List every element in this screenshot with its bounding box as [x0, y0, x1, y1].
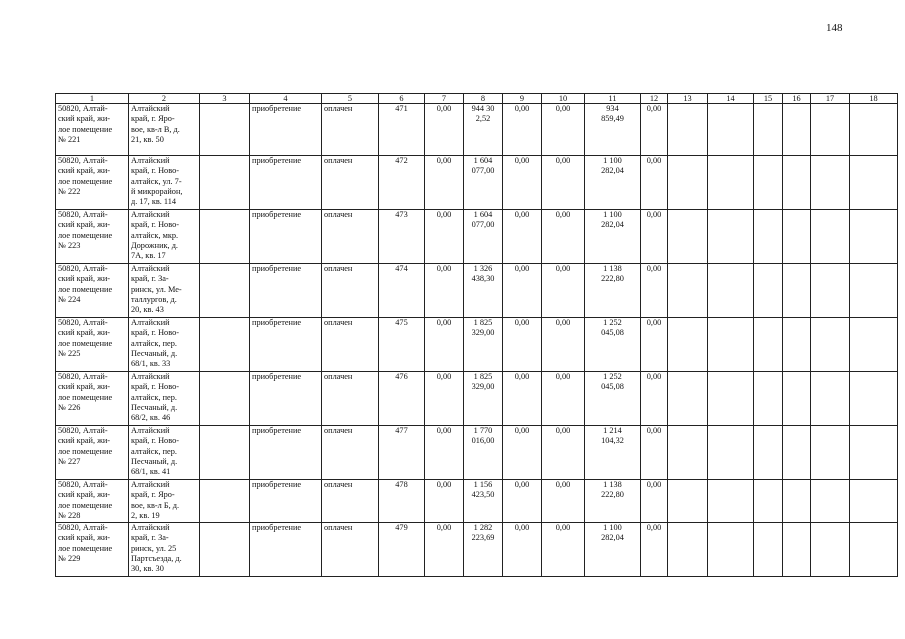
- table-cell-col-12: 0,00: [641, 318, 668, 372]
- table-cell-col-6: 472: [379, 156, 425, 210]
- table-cell-col-9: 0,00: [503, 264, 542, 318]
- table-cell-col-6: 479: [379, 523, 425, 577]
- table-cell-col-7: 0,00: [425, 480, 464, 523]
- column-number-1: 1: [56, 94, 129, 104]
- table-cell-col-4: приобретение: [250, 372, 322, 426]
- table-cell-col-17: [811, 426, 850, 480]
- table-cell-col-14: [708, 104, 754, 156]
- table-cell-col-16: [783, 156, 811, 210]
- table-cell-col-9: 0,00: [503, 318, 542, 372]
- table-cell-col-4: приобретение: [250, 480, 322, 523]
- table-row: [56, 210, 898, 264]
- table-cell-col-15: [754, 318, 783, 372]
- table-cell-col-12: 0,00: [641, 523, 668, 577]
- column-number-17: 17: [811, 94, 850, 104]
- table-cell-col-9: 0,00: [503, 156, 542, 210]
- column-number-16: 16: [783, 94, 811, 104]
- table-cell-col-15: [754, 210, 783, 264]
- table-cell-col-10: 0,00: [542, 210, 585, 264]
- column-number-6: 6: [379, 94, 425, 104]
- table-cell-col-13: [668, 156, 708, 210]
- table-cell-col-11: 1 138 222,80: [585, 480, 641, 523]
- table-cell-col-15: [754, 523, 783, 577]
- table-cell-col-18: [850, 372, 898, 426]
- table-cell-col-7: 0,00: [425, 372, 464, 426]
- table-cell-col-2: Алтайский край, г. За- ринск, ул. 25 Партсъезда, д. 30, кв. 30: [129, 523, 200, 577]
- table-cell-col-2: Алтайский край, г. За- ринск, ул. Ме- таллургов, д. 20, кв. 43: [129, 264, 200, 318]
- table-cell-col-4: приобретение: [250, 210, 322, 264]
- table-cell-col-3: [200, 480, 250, 523]
- table-cell-col-5: оплачен: [322, 156, 379, 210]
- table-cell-col-6: 473: [379, 210, 425, 264]
- table-cell-col-8: 1 770 016,00: [464, 426, 503, 480]
- table-cell-col-2: Алтайский край, г. Ново- алтайск, пер. Песчаный, д. 68/2, кв. 46: [129, 372, 200, 426]
- table-cell-col-8: 1 326 438,30: [464, 264, 503, 318]
- table-cell-col-8: 1 825 329,00: [464, 318, 503, 372]
- table-cell-col-10: 0,00: [542, 264, 585, 318]
- column-number-9: 9: [503, 94, 542, 104]
- table-cell-col-17: [811, 480, 850, 523]
- table-cell-col-5: оплачен: [322, 264, 379, 318]
- table-cell-col-4: приобретение: [250, 156, 322, 210]
- table-cell-col-18: [850, 104, 898, 156]
- table-cell-col-10: 0,00: [542, 372, 585, 426]
- table-cell-col-2: Алтайский край, г. Яро- вое, кв-л В, д. 21, кв. 50: [129, 104, 200, 156]
- table-cell-col-8: 944 30 2,52: [464, 104, 503, 156]
- table-row: [56, 523, 898, 577]
- table-cell-col-2: Алтайский край, г. Ново- алтайск, пер. Песчаный, д. 68/1, кв. 33: [129, 318, 200, 372]
- table-cell-col-17: [811, 318, 850, 372]
- table-cell-col-11: 1 138 222,80: [585, 264, 641, 318]
- table-cell-col-8: 1 604 077,00: [464, 210, 503, 264]
- column-number-15: 15: [754, 94, 783, 104]
- table-cell-col-2: Алтайский край, г. Яро- вое, кв-л Б, д. 2, кв. 19: [129, 480, 200, 523]
- table-cell-col-1: 50820, Алтай- ский край, жи- лое помещение № 226: [56, 372, 129, 426]
- property-register-table: [55, 93, 898, 577]
- column-number-10: 10: [542, 94, 585, 104]
- table-cell-col-14: [708, 264, 754, 318]
- table-cell-col-3: [200, 156, 250, 210]
- table-cell-col-1: 50820, Алтай- ский край, жи- лое помещение № 229: [56, 523, 129, 577]
- table-cell-col-7: 0,00: [425, 426, 464, 480]
- table-cell-col-17: [811, 372, 850, 426]
- table-cell-col-11: 1 252 045,08: [585, 318, 641, 372]
- table-cell-col-17: [811, 523, 850, 577]
- table-cell-col-3: [200, 318, 250, 372]
- table-cell-col-5: оплачен: [322, 104, 379, 156]
- table-cell-col-11: 934 859,49: [585, 104, 641, 156]
- table-cell-col-15: [754, 104, 783, 156]
- table-cell-col-6: 477: [379, 426, 425, 480]
- table-cell-col-13: [668, 426, 708, 480]
- table-cell-col-12: 0,00: [641, 264, 668, 318]
- table-cell-col-5: оплачен: [322, 210, 379, 264]
- table-cell-col-12: 0,00: [641, 104, 668, 156]
- column-number-18: 18: [850, 94, 898, 104]
- table-cell-col-12: 0,00: [641, 372, 668, 426]
- table-cell-col-16: [783, 523, 811, 577]
- table-row: [56, 264, 898, 318]
- table-cell-col-6: 476: [379, 372, 425, 426]
- table-cell-col-5: оплачен: [322, 372, 379, 426]
- table-cell-col-18: [850, 264, 898, 318]
- table-row: [56, 156, 898, 210]
- table-cell-col-16: [783, 318, 811, 372]
- column-number-5: 5: [322, 94, 379, 104]
- table-cell-col-12: 0,00: [641, 426, 668, 480]
- table-cell-col-6: 475: [379, 318, 425, 372]
- table-cell-col-6: 478: [379, 480, 425, 523]
- table-cell-col-15: [754, 426, 783, 480]
- table-cell-col-1: 50820, Алтай- ский край, жи- лое помещение № 222: [56, 156, 129, 210]
- table-cell-col-10: 0,00: [542, 426, 585, 480]
- table-cell-col-10: 0,00: [542, 480, 585, 523]
- table-cell-col-8: 1 156 423,50: [464, 480, 503, 523]
- table-cell-col-6: 471: [379, 104, 425, 156]
- table-cell-col-17: [811, 156, 850, 210]
- table-cell-col-1: 50820, Алтай- ский край, жи- лое помещение № 224: [56, 264, 129, 318]
- table-cell-col-5: оплачен: [322, 426, 379, 480]
- table-cell-col-7: 0,00: [425, 104, 464, 156]
- table-row: [56, 426, 898, 480]
- table-cell-col-18: [850, 480, 898, 523]
- column-number-3: 3: [200, 94, 250, 104]
- table-cell-col-16: [783, 104, 811, 156]
- table-cell-col-9: 0,00: [503, 372, 542, 426]
- table-cell-col-12: 0,00: [641, 156, 668, 210]
- column-number-4: 4: [250, 94, 322, 104]
- table-cell-col-10: 0,00: [542, 523, 585, 577]
- table-cell-col-7: 0,00: [425, 523, 464, 577]
- table-cell-col-2: Алтайский край, г. Ново- алтайск, мкр. Дорожник, д. 7А, кв. 17: [129, 210, 200, 264]
- table-cell-col-3: [200, 523, 250, 577]
- table-cell-col-17: [811, 104, 850, 156]
- table-cell-col-14: [708, 318, 754, 372]
- column-number-7: 7: [425, 94, 464, 104]
- table-cell-col-3: [200, 210, 250, 264]
- table-cell-col-15: [754, 156, 783, 210]
- table-cell-col-2: Алтайский край, г. Ново- алтайск, ул. 7- й микрорайон, д. 17, кв. 114: [129, 156, 200, 210]
- table-cell-col-13: [668, 210, 708, 264]
- table-cell-col-7: 0,00: [425, 156, 464, 210]
- table-cell-col-7: 0,00: [425, 210, 464, 264]
- table-cell-col-4: приобретение: [250, 426, 322, 480]
- column-number-2: 2: [129, 94, 200, 104]
- table-row: [56, 318, 898, 372]
- table-cell-col-9: 0,00: [503, 480, 542, 523]
- table-cell-col-8: 1 282 223,69: [464, 523, 503, 577]
- table-cell-col-7: 0,00: [425, 264, 464, 318]
- table-cell-col-1: 50820, Алтай- ский край, жи- лое помещение № 225: [56, 318, 129, 372]
- table-cell-col-1: 50820, Алтай- ский край, жи- лое помещение № 227: [56, 426, 129, 480]
- table-cell-col-15: [754, 480, 783, 523]
- table-cell-col-15: [754, 264, 783, 318]
- table-row: [56, 372, 898, 426]
- table-cell-col-8: 1 825 329,00: [464, 372, 503, 426]
- table-cell-col-4: приобретение: [250, 104, 322, 156]
- table-cell-col-16: [783, 210, 811, 264]
- table-cell-col-13: [668, 318, 708, 372]
- table-cell-col-7: 0,00: [425, 318, 464, 372]
- table-cell-col-15: [754, 372, 783, 426]
- table-cell-col-13: [668, 480, 708, 523]
- table-cell-col-3: [200, 372, 250, 426]
- column-number-14: 14: [708, 94, 754, 104]
- table-cell-col-14: [708, 523, 754, 577]
- table-cell-col-11: 1 100 282,04: [585, 523, 641, 577]
- table-cell-col-18: [850, 156, 898, 210]
- table-cell-col-11: 1 100 282,04: [585, 156, 641, 210]
- table-cell-col-3: [200, 264, 250, 318]
- table-cell-col-14: [708, 372, 754, 426]
- table-cell-col-4: приобретение: [250, 318, 322, 372]
- table-cell-col-16: [783, 372, 811, 426]
- table-cell-col-14: [708, 426, 754, 480]
- table-cell-col-13: [668, 264, 708, 318]
- table-cell-col-18: [850, 426, 898, 480]
- table-cell-col-12: 0,00: [641, 480, 668, 523]
- table-row: [56, 480, 898, 523]
- table-cell-col-14: [708, 210, 754, 264]
- table-cell-col-18: [850, 523, 898, 577]
- table-cell-col-2: Алтайский край, г. Ново- алтайск, пер. Песчаный, д. 68/1, кв. 41: [129, 426, 200, 480]
- table-cell-col-16: [783, 480, 811, 523]
- table-cell-col-9: 0,00: [503, 523, 542, 577]
- table-cell-col-14: [708, 156, 754, 210]
- table-cell-col-11: 1 100 282,04: [585, 210, 641, 264]
- page-number: 148: [826, 22, 843, 34]
- table-cell-col-13: [668, 104, 708, 156]
- table-cell-col-9: 0,00: [503, 426, 542, 480]
- column-number-11: 11: [585, 94, 641, 104]
- table-cell-col-17: [811, 210, 850, 264]
- table-cell-col-16: [783, 264, 811, 318]
- table-cell-col-10: 0,00: [542, 156, 585, 210]
- table-row: [56, 104, 898, 156]
- table-cell-col-10: 0,00: [542, 104, 585, 156]
- table-cell-col-1: 50820, Алтай- ский край, жи- лое помещение № 228: [56, 480, 129, 523]
- table-cell-col-5: оплачен: [322, 523, 379, 577]
- table-cell-col-13: [668, 372, 708, 426]
- table-cell-col-11: 1 214 104,32: [585, 426, 641, 480]
- table-cell-col-1: 50820, Алтай- ский край, жи- лое помещение № 223: [56, 210, 129, 264]
- table-cell-col-18: [850, 318, 898, 372]
- column-number-12: 12: [641, 94, 668, 104]
- table-cell-col-17: [811, 264, 850, 318]
- table-cell-col-14: [708, 480, 754, 523]
- table-cell-col-13: [668, 523, 708, 577]
- table-cell-col-12: 0,00: [641, 210, 668, 264]
- table-cell-col-4: приобретение: [250, 523, 322, 577]
- table-cell-col-6: 474: [379, 264, 425, 318]
- table-cell-col-9: 0,00: [503, 104, 542, 156]
- table-cell-col-5: оплачен: [322, 318, 379, 372]
- table-cell-col-1: 50820, Алтай- ский край, жи- лое помещение № 221: [56, 104, 129, 156]
- column-number-8: 8: [464, 94, 503, 104]
- column-number-13: 13: [668, 94, 708, 104]
- table-cell-col-10: 0,00: [542, 318, 585, 372]
- column-number-header-row: [56, 94, 898, 104]
- table-cell-col-5: оплачен: [322, 480, 379, 523]
- table-cell-col-8: 1 604 077,00: [464, 156, 503, 210]
- table-cell-col-4: приобретение: [250, 264, 322, 318]
- table-cell-col-18: [850, 210, 898, 264]
- table-cell-col-16: [783, 426, 811, 480]
- table-cell-col-3: [200, 426, 250, 480]
- table-cell-col-11: 1 252 045,08: [585, 372, 641, 426]
- table-cell-col-3: [200, 104, 250, 156]
- table-cell-col-9: 0,00: [503, 210, 542, 264]
